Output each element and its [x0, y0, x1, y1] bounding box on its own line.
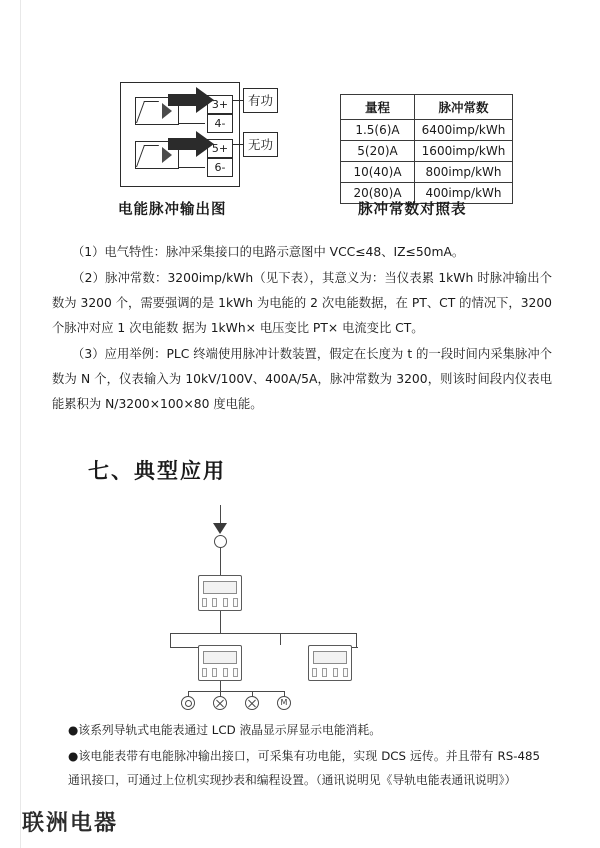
load-symbol-lamp-2	[245, 696, 259, 710]
branch-link	[170, 647, 198, 648]
cell-constant: 1600imp/kWh	[415, 141, 513, 162]
load-symbol-lamp-1	[213, 696, 227, 710]
table-header-row	[341, 95, 513, 120]
figure-caption-constant-table: 脉冲常数对照表	[358, 202, 467, 218]
main-meter-symbol	[198, 575, 242, 611]
terminal-3-plus: 3+	[207, 95, 233, 114]
branch-line	[356, 633, 357, 647]
distribution-bus	[170, 633, 356, 634]
label-reactive-power: 无功	[243, 132, 278, 157]
branch-meter-symbol-2	[308, 645, 352, 681]
lead-line	[179, 167, 205, 168]
terminal-pins	[312, 668, 348, 677]
supply-line	[220, 548, 221, 576]
load-symbol-meter	[181, 696, 195, 710]
terminal-pins	[202, 668, 238, 677]
table-row	[341, 141, 513, 162]
output-label-reactive-row	[243, 132, 278, 157]
lcd-screen	[203, 651, 237, 664]
cell-range: 1.5(6)A	[341, 120, 415, 141]
figure-caption-pulse-diagram: 电能脉冲输出图	[118, 202, 227, 218]
breaker-symbol	[214, 535, 227, 548]
paragraph-application-example	[52, 342, 552, 417]
paragraph-pulse-constant	[52, 266, 552, 341]
section-heading-typical-application: 七、典型应用	[88, 459, 226, 483]
table-header-constant: 脉冲常数	[415, 95, 513, 120]
load-drop-line	[220, 681, 221, 691]
company-logo-text: 联洲电器	[22, 810, 119, 836]
arrow-shaft-active	[168, 94, 198, 106]
note-pulse-and-rs485: ●该电能表带有电能脉冲输出接口，可采集有功电能，实现 DCS 远传。并且带有 RS-485 通讯接口，可通过上位机实现抄表和编程设置。（通讯说明见《导轨电能表通讯说明》）	[68, 749, 540, 787]
table-row	[341, 162, 513, 183]
typical-application-diagram	[150, 505, 450, 705]
table-header-range: 量程	[341, 95, 415, 120]
arrow-shaft-reactive	[168, 138, 198, 150]
feature-notes-list	[68, 718, 540, 794]
load-symbol-motor: M	[277, 696, 291, 710]
branch-link	[352, 647, 358, 648]
paragraph-electrical-characteristics	[52, 240, 552, 265]
branch-line	[170, 633, 171, 647]
cell-constant: 400imp/kWh	[415, 183, 513, 204]
cell-constant: 6400imp/kWh	[415, 120, 513, 141]
body-paragraphs	[52, 240, 552, 418]
terminal-pins	[202, 598, 238, 607]
lcd-screen	[203, 581, 237, 594]
table-row	[341, 120, 513, 141]
lcd-screen	[313, 651, 347, 664]
branch-line	[280, 633, 281, 645]
cell-range: 5(20)A	[341, 141, 415, 162]
terminal-4-minus: 4-	[207, 114, 233, 133]
cell-range: 10(40)A	[341, 162, 415, 183]
cell-constant: 800imp/kWh	[415, 162, 513, 183]
cell-range: 20(80)A	[341, 183, 415, 204]
terminal-6-minus: 6-	[207, 158, 233, 177]
terminal-5-plus: 5+	[207, 139, 233, 158]
paragraph-text: （3）应用举例：PLC 终端使用脉冲计数装置，假定在长度为 t 的一段时间内采集脉冲个数为 N 个，仪表输入为 10kV/100V、400A/5A，脉冲常数为 3200，则该时间段内仪表电能累积为 N/3200×100×80 度电能。	[52, 347, 552, 411]
branch-meter-symbol-1	[198, 645, 242, 681]
pulse-constant-table	[340, 94, 513, 204]
paragraph-text: （1）电气特性：脉冲采集接口的电路示意图中 VCC≤48、IZ≤50mA。	[72, 245, 465, 259]
paragraph-text: （2）脉冲常数：3200imp/kWh（见下表），其意义为：当仪表累 1kWh 时脉冲输出个数为 3200 个，需要强调的是 1kWh 为电能的 2 次电能数据，在 PT、CT 的情况下，3200 个脉冲对应 1 次电能数 据为 1kWh× 电压变比 PT× 电流变比 CT。	[52, 271, 552, 335]
supply-arrow-icon	[213, 523, 227, 534]
arrow-head-reactive	[196, 131, 214, 157]
bus-drop-line	[220, 611, 221, 633]
load-bus	[188, 691, 284, 692]
arrow-head-active	[196, 87, 214, 113]
output-label-active-row	[243, 88, 278, 113]
lead-line	[179, 123, 205, 124]
label-active-power: 有功	[243, 88, 278, 113]
top-figures-area	[0, 70, 600, 260]
note-lcd-display: ●该系列导轨式电能表通过 LCD 液晶显示屏显示电能消耗。	[68, 723, 382, 737]
